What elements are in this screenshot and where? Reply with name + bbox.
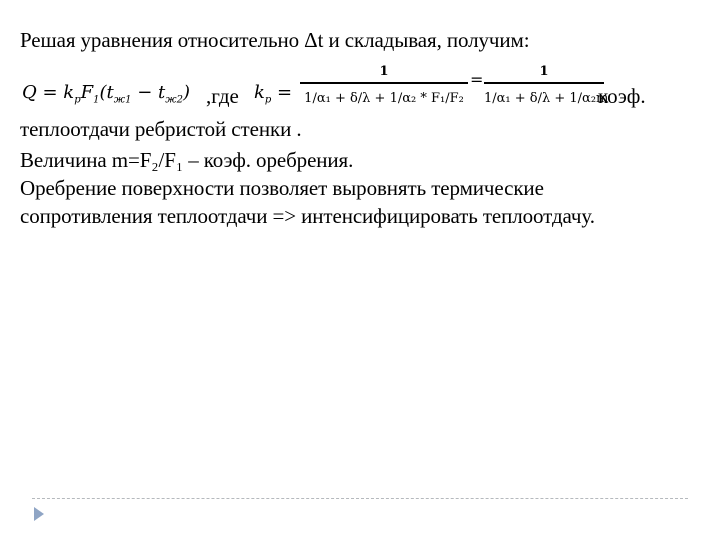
text-line-5: Оребрение поверхности позволяет выровнять термические xyxy=(20,176,544,200)
fraction-1-bar xyxy=(300,82,468,84)
fraction-2-bar xyxy=(484,82,604,84)
fraction-1 xyxy=(300,62,468,118)
text-line-3: теплоотдачи ребристой стенки . xyxy=(20,117,302,141)
fraction-2-numerator: 1 xyxy=(539,64,549,79)
fraction-1-numerator: 1 xyxy=(379,64,389,79)
q-expr-paren: (t xyxy=(99,82,114,103)
q-expr-sub-p: p xyxy=(74,94,81,106)
fraction-2 xyxy=(484,62,609,118)
footer-separator xyxy=(32,498,688,499)
koef-text: коэф. xyxy=(598,84,646,108)
arrow-right-icon[interactable] xyxy=(34,507,44,521)
t1-sub: ж1 xyxy=(113,94,132,106)
kp-symbol: k xyxy=(254,82,265,103)
t2-sub: ж2 xyxy=(165,94,183,106)
q-expr: Q = k xyxy=(22,82,75,103)
close-paren: ) xyxy=(182,82,191,103)
kp-equals: = xyxy=(271,82,293,103)
q-expr-f-sub: 1 xyxy=(93,94,100,106)
where-text: ,где xyxy=(206,84,239,108)
q-expr-f: F xyxy=(80,82,94,103)
heat-flow-equation xyxy=(22,82,190,106)
text-line-1: Решая уравнения относительно Δt и складывая, получим: xyxy=(20,28,530,52)
fraction-2-denominator: 1/α₁ + δ/λ + 1/α₂m xyxy=(484,91,609,106)
formula-row xyxy=(20,62,710,118)
text-line-4: Величина m=F₂/F₁ – коэф. оребрения. xyxy=(20,148,354,172)
kp-label xyxy=(254,82,292,106)
text-line-6: сопротивления теплоотдачи => интенсифицировать теплоотдачу. xyxy=(20,204,595,228)
kp-sub: p xyxy=(264,94,272,106)
minus-t: − t xyxy=(131,82,166,103)
equals-sign: = xyxy=(470,70,484,89)
fraction-1-denominator: 1/α₁ + δ/λ + 1/α₂ * F₁/F₂ xyxy=(304,91,464,106)
